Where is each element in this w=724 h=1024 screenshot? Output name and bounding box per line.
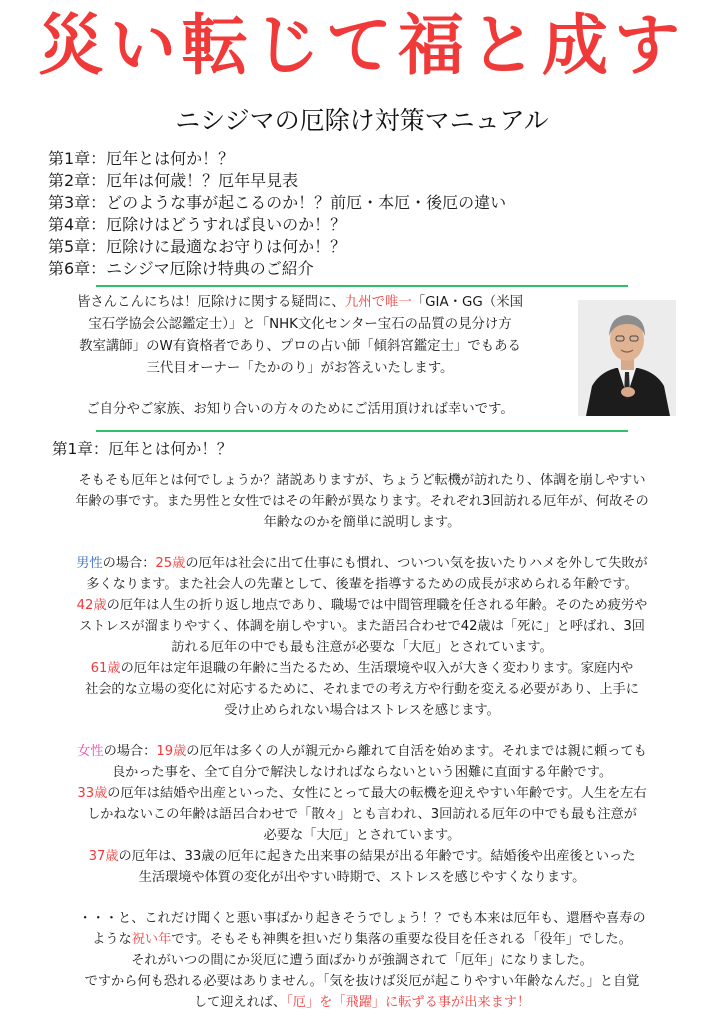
closing-highlight: 「厄」を「飛躍」に転ずる事が出来ます！ (286, 995, 531, 1010)
section-heading: 第1章：厄年とは何か！？ (52, 440, 233, 458)
case-label: の場合： (103, 744, 157, 759)
body-line: 年齢の事です。また男性と女性ではその年齢が異なります。それぞれ3回訪れる厄年が、何故その (75, 494, 649, 509)
intro-line: ご自分やご家族、お知り合いの方々のためにご活用頂ければ幸いです。 (86, 402, 514, 417)
body-line: ような (92, 932, 132, 947)
case-label: の場合： (102, 556, 156, 571)
age-37: 37歳 (88, 849, 119, 864)
table-of-contents (48, 148, 688, 280)
body-line: ですから何も恐れる必要はありません。「気を抜けば災厄が起こりやすい年齢なんだ。」と自覚 (84, 974, 640, 989)
body-line: そもそも厄年とは何でしょうか？諸説ありますが、ちょうど転機が訪れたり、体調を崩しやすい (78, 473, 646, 488)
intro-text (50, 292, 550, 421)
body-line: の厄年は、33歳の厄年に起きた出来事の結果が出る年齢です。結婚後や出産後といった (118, 849, 636, 864)
male-label: 男性 (76, 556, 103, 571)
intro-line: 「GIA・GG（米国 (411, 295, 523, 310)
intro-highlight: 九州で唯一 (344, 295, 412, 310)
divider-bottom (96, 430, 628, 432)
toc-item: 第1章：厄年とは何か！？ (48, 149, 235, 168)
body-line: の厄年は結婚や出産といった、女性にとって最大の転機を迎えやすい年齢です。人生を左右 (107, 786, 647, 801)
body-line: ・・・と、これだけ聞くと悪い事ばかり起きそうでしょう！？でも本来は厄年も、還暦や喜寿の (78, 911, 646, 926)
divider-top (96, 285, 628, 287)
intro-line: 教室講師」のW有資格者であり、プロの占い師「傾斜宮鑑定士」でもある (79, 339, 521, 354)
age-42: 42歳 (76, 598, 107, 613)
age-25: 25歳 (155, 556, 186, 571)
page-subtitle: ニシジマの厄除け対策マニュアル (175, 106, 549, 135)
body-line: 社会的な立場の変化に対応するために、それまでの考え方や行動を変える必要があり、上手に (85, 682, 639, 697)
body-line: 多くなります。また社会人の先輩として、後輩を指導するための成長が求められる年齢です。 (86, 577, 638, 592)
page-title: 災い転じて福と成す (38, 7, 686, 84)
intro-line: 三代目オーナー「たかのり」がお答えいたします。 (146, 361, 454, 376)
chapter1-body (36, 470, 688, 1013)
intro-line: 宝石学協会公認鑑定士）」と「NHK文化センター宝石の品質の見分け方 (88, 317, 512, 332)
intro-line: 皆さんこんにちは！厄除けに関する疑問に、 (77, 295, 345, 310)
body-line: 良かった事を、全て自分で解決しなければならないという困難に直面する年齢です。 (111, 765, 613, 780)
body-line: して迎えれば、 (193, 995, 287, 1010)
body-line: の厄年は社会に出て仕事にも慣れ、ついつい気を抜いたりハメを外して失敗が (185, 556, 648, 571)
body-line: 必要な「大厄」とされています。 (263, 828, 461, 843)
age-19: 19歳 (156, 744, 187, 759)
celebration-year: 祝い年 (131, 932, 172, 947)
age-33: 33歳 (77, 786, 108, 801)
body-line: の厄年は定年退職の年齢に当たるため、生活環境や収入が大きく変わります。家庭内や (120, 661, 634, 676)
toc-item: 第2章：厄年は何歳！？厄年早見表 (48, 171, 299, 190)
body-line: 生活環境や体質の変化が出やすい時期で、ストレスを感じやすくなります。 (138, 870, 586, 885)
body-line: ストレスが溜まりやすく、体調を崩しやすい。また語呂合わせで42歳は「死に」と呼ばれ、3回 (79, 619, 645, 634)
body-line: 年齢なのかを簡単に説明します。 (263, 515, 461, 530)
body-line: の厄年は多くの人が親元から離れて自活を始めます。それまでは親に頼っても (186, 744, 647, 759)
age-61: 61歳 (90, 661, 121, 676)
owner-portrait (578, 300, 676, 416)
female-label: 女性 (77, 744, 104, 759)
toc-item: 第3章：どのような事が起こるのか！？前厄・本厄・後厄の違い (48, 193, 507, 212)
body-line: しかねないこの年齢は語呂合わせで「散々」とも言われ、3回訪れる厄年の中でも最も注意が (87, 807, 637, 822)
body-line: の厄年は人生の折り返し地点であり、職場では中間管理職を任される年齢。そのため疲労や (106, 598, 648, 613)
body-line: です。そもそも神輿を担いだり集落の重要な役目を任される「役年」でした。 (171, 932, 632, 947)
toc-item: 第5章：厄除けに最適なお守りは何か！？ (48, 237, 347, 256)
body-line: 訪れる厄年の中でも最も注意が必要な「大厄」とされています。 (171, 640, 553, 655)
body-line: それがいつの間にか災厄に遭う面ばかりが強調されて「厄年」になりました。 (131, 953, 593, 968)
body-line: 受け止められない場合はストレスを感じます。 (224, 703, 500, 718)
toc-item: 第6章：ニシジマ厄除け特典のご紹介 (48, 259, 314, 278)
toc-item: 第4章：厄除けはどうすれば良いのか！？ (48, 215, 347, 234)
